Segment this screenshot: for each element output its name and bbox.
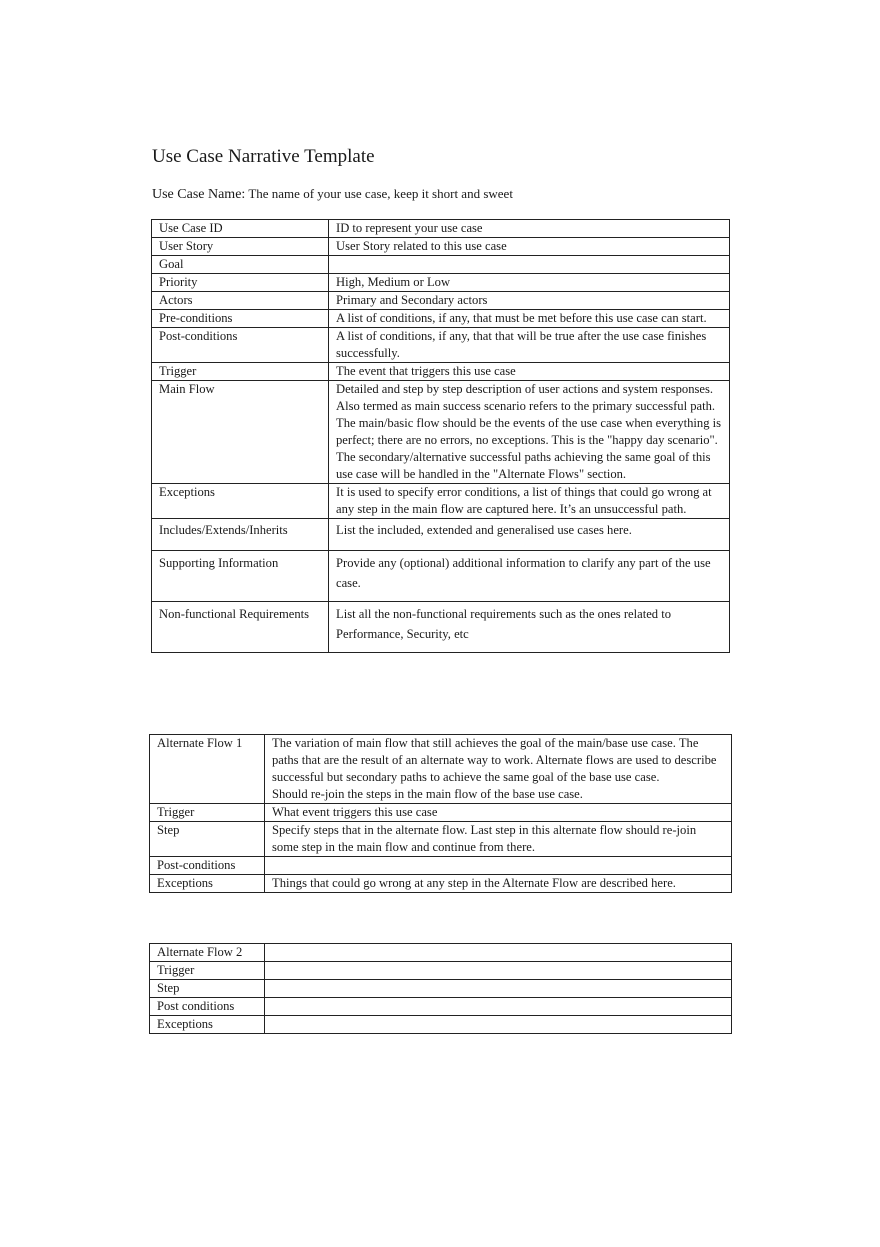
table-row [152, 310, 730, 328]
row-label: Non-functional Requirements [152, 602, 329, 653]
row-value [329, 256, 730, 274]
table-row [152, 381, 730, 484]
table-row [150, 822, 732, 857]
row-label: Trigger [152, 363, 329, 381]
table-row [152, 328, 730, 363]
table-row [152, 484, 730, 519]
table-row [150, 857, 732, 875]
row-label: Pre-conditions [152, 310, 329, 328]
row-label: Goal [152, 256, 329, 274]
row-label: Actors [152, 292, 329, 310]
row-value [265, 857, 732, 875]
table-row [150, 875, 732, 893]
use-case-name-line [152, 186, 513, 203]
row-value: ID to represent your use case [329, 220, 730, 238]
alternate-flow-2-table [149, 943, 732, 1034]
row-value: Specify steps that in the alternate flow. Last step in this alternate flow should re-join some step in the main flow and continue from there. [265, 822, 732, 857]
use-case-table [151, 219, 730, 653]
row-label: Supporting Information [152, 551, 329, 602]
use-case-name-text: The name of your use case, keep it short and sweet [248, 186, 513, 201]
row-label: Exceptions [150, 875, 265, 893]
row-label: Alternate Flow 2 [150, 944, 265, 962]
alternate-flow-1-table [149, 734, 732, 893]
table-row [152, 363, 730, 381]
row-label: Step [150, 980, 265, 998]
row-value: Primary and Secondary actors [329, 292, 730, 310]
table-row [152, 602, 730, 653]
row-label: Priority [152, 274, 329, 292]
row-value: Things that could go wrong at any step in the Alternate Flow are described here. [265, 875, 732, 893]
table-row [150, 980, 732, 998]
alternate-flow-paragraph: Should re-join the steps in the main flow of the base use case. [272, 787, 583, 801]
row-label: Main Flow [152, 381, 329, 484]
row-value: Provide any (optional) additional information to clarify any part of the use case. [329, 551, 730, 602]
row-value [265, 1016, 732, 1034]
table-row [150, 944, 732, 962]
use-case-name-label: Use Case Name: [152, 187, 246, 202]
table-row [150, 1016, 732, 1034]
row-label: User Story [152, 238, 329, 256]
table-row [150, 804, 732, 822]
row-value: What event triggers this use case [265, 804, 732, 822]
row-value: High, Medium or Low [329, 274, 730, 292]
row-label: Use Case ID [152, 220, 329, 238]
row-value [329, 381, 730, 484]
row-value: A list of conditions, if any, that that will be true after the use case finishes successfully. [329, 328, 730, 363]
table-row [152, 292, 730, 310]
main-flow-paragraph: The secondary/alternative successful paths achieving the same goal of this use case will be handled in the "Alternate Flows" section. [336, 450, 711, 481]
alternate-flow-paragraph: The variation of main flow that still achieves the goal of the main/base use case. The paths that are the result of an alternate way to work. Alternate flows are used to describe successful but secondary paths to achieve the same goal of the base use case. [272, 736, 717, 784]
row-label: Exceptions [150, 1016, 265, 1034]
row-label: Trigger [150, 962, 265, 980]
row-label: Alternate Flow 1 [150, 735, 265, 804]
row-value [265, 962, 732, 980]
row-value [265, 980, 732, 998]
row-value: User Story related to this use case [329, 238, 730, 256]
table-row [150, 998, 732, 1016]
row-value: The event that triggers this use case [329, 363, 730, 381]
row-label: Post-conditions [150, 857, 265, 875]
table-row [152, 274, 730, 292]
table-row [152, 551, 730, 602]
table-row [150, 735, 732, 804]
main-flow-paragraph: Detailed and step by step description of user actions and system responses. [336, 382, 714, 396]
main-flow-paragraph: Also termed as main success scenario refers to the primary successful path. The main/basic flow should be the events of the use case when everything is perfect; there are no errors, no exceptions. This is the "happy day scenario". [336, 399, 722, 447]
row-label: Post conditions [150, 998, 265, 1016]
row-value: It is used to specify error conditions, a list of things that could go wrong at any step in the main flow are captured here. It’s an unsuccessful path. [329, 484, 730, 519]
page-title: Use Case Narrative Template [152, 146, 375, 167]
row-value [265, 735, 732, 804]
row-label: Exceptions [152, 484, 329, 519]
table-row [152, 256, 730, 274]
row-label: Post-conditions [152, 328, 329, 363]
row-value [265, 944, 732, 962]
row-label: Step [150, 822, 265, 857]
table-row [150, 962, 732, 980]
row-value: List the included, extended and generalised use cases here. [329, 519, 730, 551]
row-value [265, 998, 732, 1016]
row-label: Trigger [150, 804, 265, 822]
row-label: Includes/Extends/Inherits [152, 519, 329, 551]
table-row [152, 519, 730, 551]
row-value: List all the non-functional requirements such as the ones related to Performance, Security, etc [329, 602, 730, 653]
row-value: A list of conditions, if any, that must be met before this use case can start. [329, 310, 730, 328]
table-row [152, 220, 730, 238]
table-row [152, 238, 730, 256]
